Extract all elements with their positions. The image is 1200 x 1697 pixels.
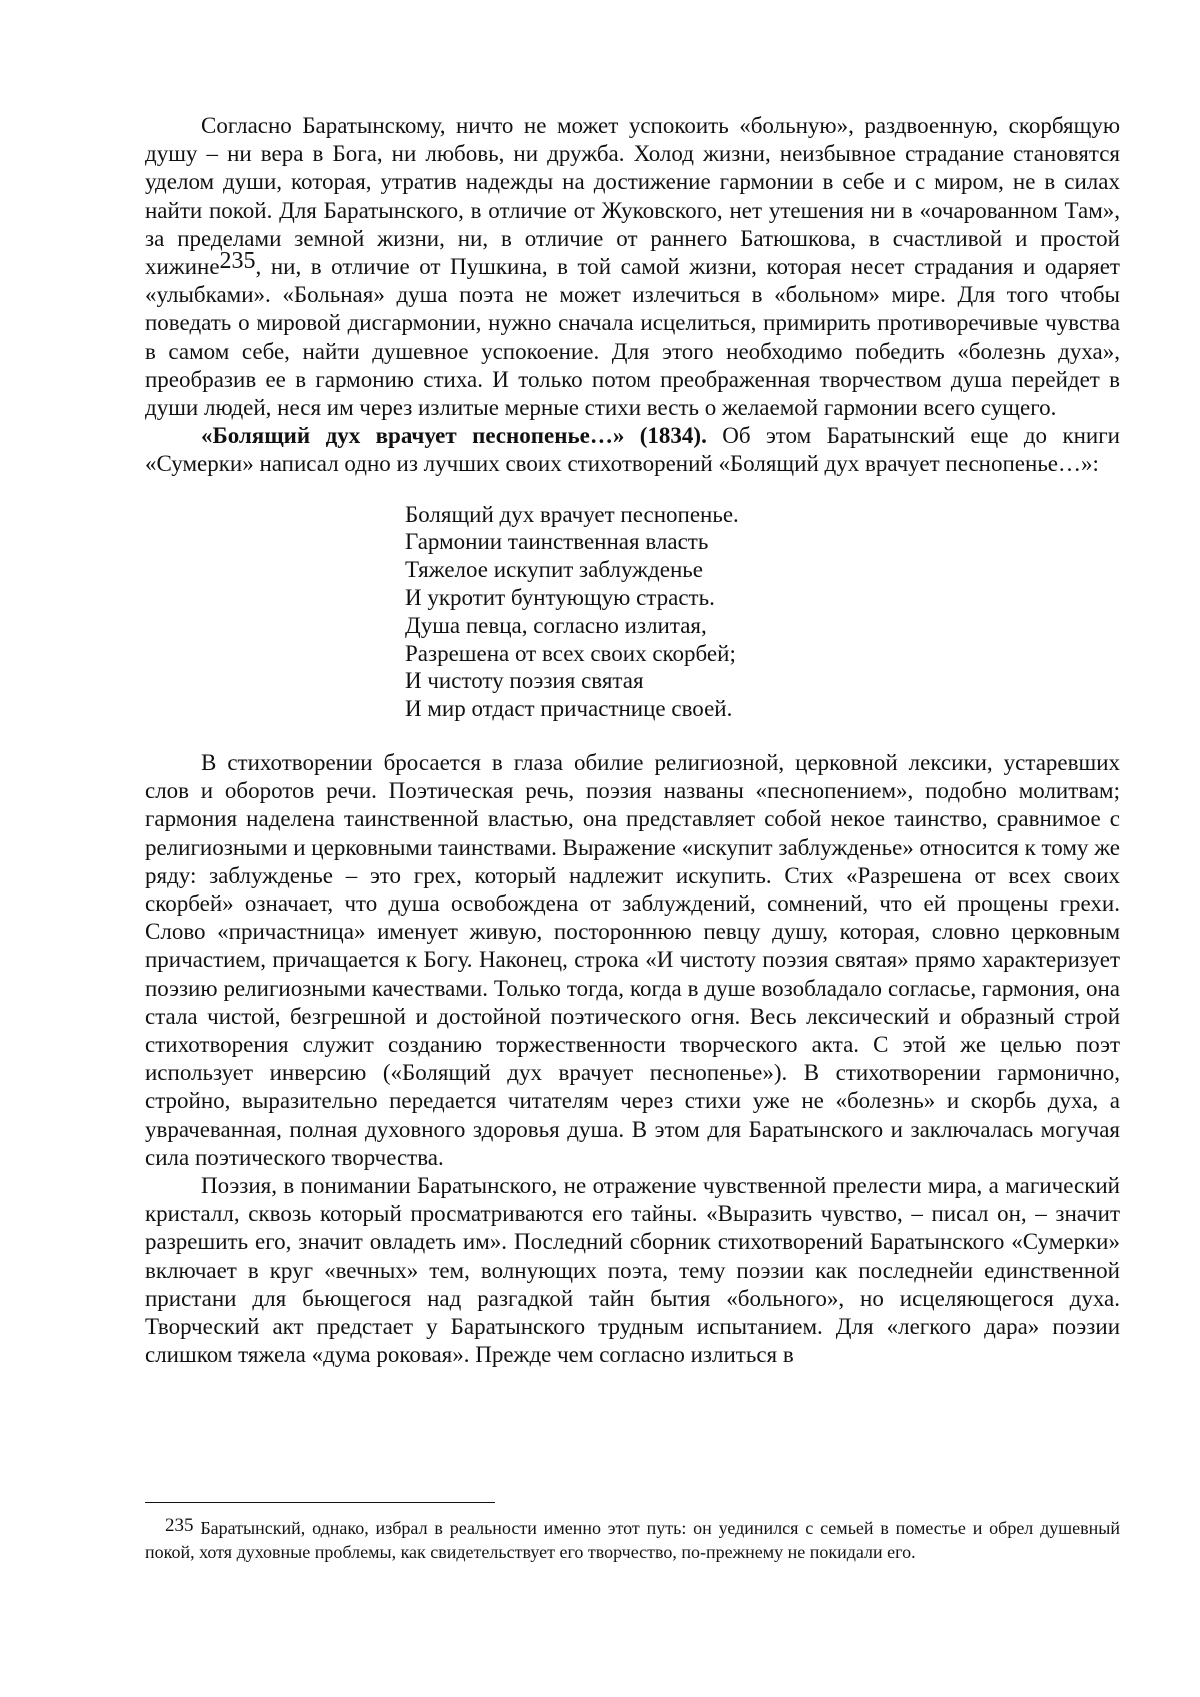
section-heading: «Болящий дух врачует песнопенье…» (1834). bbox=[201, 423, 707, 449]
paragraph-1 bbox=[145, 112, 1120, 422]
footnote-text: Баратынский, однако, избрал в реальности именно этот путь: он уединился с семьей в поместье и обрел душевный покой, хотя духовные проблемы, как свидетельствует его творчество, по-прежнему не покидали его. bbox=[145, 1518, 1120, 1562]
poem-line: И чистоту поэзия святая bbox=[405, 668, 644, 694]
paragraph-3: В стихотворении бросается в глаза обилие религиозной, церковной лексики, устаревших слов и оборотов речи. Поэтическая речь, поэзия названы «песнопением», подобно молитвам; гармония наделена таинственной властью, она представляет собой некое таинство, сравнимое с религиозными и церковными таинствами. Выражение «искупит заблужденье» относится к тому же ряду: заблужденье – это грех, который надлежит искупить. Стих «Разрешена от всех своих скорбей» означает, что душа освобождена от заблуждений, сомнений, что ей прощены грехи. Слово «причастница» именует живую, постороннюю певцу душу, которая, словно церковным причастием, причащается к Богу. Наконец, строка «И чистоту поэзия святая» прямо характеризует поэзию религиозными качествами. Только тогда, когда в душе возобладало согласье, гармония, она стала чистой, безгрешной и достойной поэтического огня. Весь лексический и образный строй стихотворения служит созданию торжественности творческого акта. С этой же целью поэт использует инверсию («Болящий дух врачует песнопенье»). В стихотворении гармонично, стройно, выразительно передается читателям через стихи уже не «болезнь» и скорбь духа, а уврачеванная, полная духовного здоровья душа. В этом для Баратынского и заключалась могучая сила поэтического творчества. bbox=[145, 750, 1120, 1170]
poem-quote bbox=[405, 501, 1120, 723]
poem-line: Гармонии таинственная власть bbox=[405, 529, 709, 555]
paragraph-2 bbox=[145, 422, 1120, 478]
poem-line: И мир отдаст причастнице своей. bbox=[405, 696, 733, 722]
poem-line: И укротит бунтующую страсть. bbox=[405, 585, 715, 611]
footnote-reference-235: 235 bbox=[219, 248, 256, 275]
footnote-separator bbox=[145, 1502, 495, 1503]
footnote-number: 235 bbox=[165, 1515, 194, 1536]
poem-line: Болящий дух врачует песнопенье. bbox=[405, 501, 739, 527]
paragraph-1-text-b: , ни, в отличие от Пушкина, в той самой жизни, которая несет страдания и одаряет «улыбками». «Больная» душа поэта не может излечиться в «больном» мире. Для того чтобы поведать о мировой дисгармонии, нужно сначала исцелиться, примирить противоречивые чувства в самом себе, найти душевное успокоение. Для этого необходимо победить «болезнь духа», преобразив ее в гармонию стиха. И только потом преображенная творчеством душа перейдет в души людей, неся им через излитые мерные стихи весть о желаемой гармонии всего сущего. bbox=[145, 254, 1120, 421]
main-text-body bbox=[145, 112, 1120, 1369]
paragraph-1-text-a: Согласно Баратынскому, ничто не может успокоить «больную», раздвоенную, скорбящую душу – ни вера в Бога, ни любовь, ни дружба. Холод жизни, неизбывное страдание становятся уделом души, которая, утратив надежды на достижение гармонии в себе и с миром, не в силах найти покой. Для Баратынского, в отличие от Жуковского, нет утешения ни в «очарованном Там», за пределами земной жизни, ни, в отличие от раннего Батюшкова, в счастливой и простой хижине bbox=[145, 113, 1120, 280]
footnote-235 bbox=[145, 1516, 1120, 1564]
paragraph-4: Поэзия, в понимании Баратынского, не отражение чувственной прелести мира, а магический кристалл, сквозь который просматриваются его тайны. «Выразить чувство, – писал он, – значит разрешить его, значит овладеть им». Последний сборник стихотворений Баратынского «Сумерки» включает в круг «вечных» тем, волнующих поэта, тему поэзии как последнейи единственной пристани для бьющегося над разгадкой тайн бытия «больного», но исцеляющегося духа. Творческий акт предстает у Баратынского трудным испытанием. Для «легкого дара» поэзии слишком тяжела «дума роковая». Прежде чем согласно излиться в bbox=[145, 1173, 1120, 1368]
poem-line: Душа певца, согласно излитая, bbox=[405, 612, 707, 638]
paragraph-2-text: Об этом Баратынский еще до книги «Сумерки» написал одно из лучших своих стихотворений «Болящий дух врачует песнопенье…»: bbox=[145, 423, 1120, 477]
poem-line: Разрешена от всех своих скорбей; bbox=[405, 640, 736, 666]
poem-line: Тяжелое искупит заблужденье bbox=[405, 557, 703, 583]
